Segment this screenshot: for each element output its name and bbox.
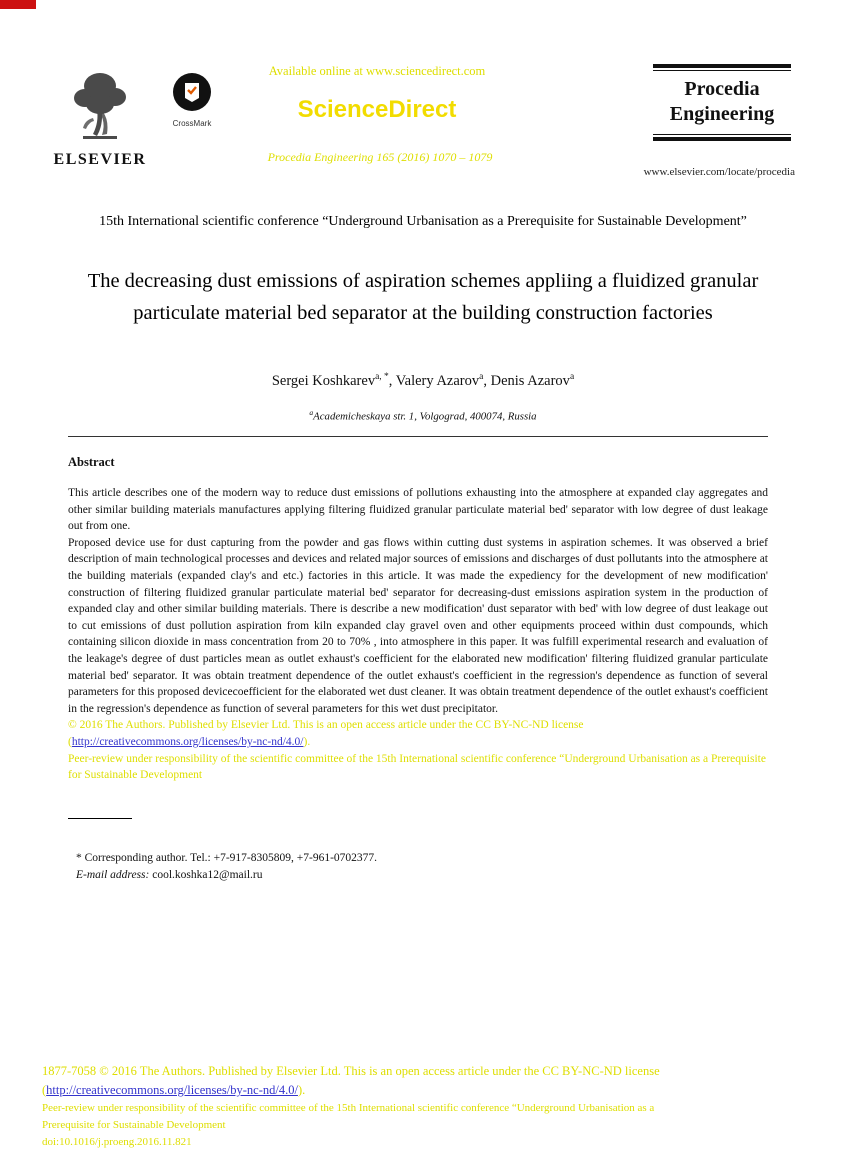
crossmark-label: CrossMark xyxy=(172,119,212,128)
masthead-rule-top-thick xyxy=(653,64,791,68)
email-label: E-mail address: xyxy=(76,869,150,881)
author-affiliation-marker: a xyxy=(569,372,575,382)
license-link[interactable]: http://creativecommons.org/licenses/by-nc-nd/4.0/ xyxy=(71,735,304,748)
license-link-line xyxy=(68,734,768,751)
abstract-paragraph-2: Proposed device use for dust capturing from the powder and gas flows within cutting dust systems in aspiration schemes. It was observed a brief description of main technological processes and devices and related major sources of emissions and discharges of dust pollutants into the atmosphere at the building materials (expanded clay's and etc.) factories in this article. It was made the expediency for the development of new modification' construction of filtering fluidized granular particulate material bed' separator for decreasing-dust emissions aspiration system in the production of expanded clay and other similar building materials. There is describe a new modification' dust separator with bed' with low degree of dust leakage out to cut emissions of dust pollution aspiration from kiln expanded clay gravel oven and other equipments proceed within dust compounds, which containing silicon dioxide in mass concentration from 20 to 70% , into atmosphere in this paper. It was fulfill experimental research and evaluation of the leakage's degree of dust particles mean as outlet exhaust's coefficient for the elaborated new modification' filtering fluidized granular particulate material bed' separator. It was obtain treatment dependence of the outlet exhaust's coefficient in the regression's dependence as function of several parameters for this proposed devicecoefficient for the elaborated wet dust cleaner. It was obtain treatment dependence of the outlet exhaust's coefficient in the regression's dependence as function of several parameters for this wet dust precipitator. xyxy=(68,536,768,715)
top-left-red-mark xyxy=(0,0,36,9)
issn-copyright-line: 1877-7058 © 2016 The Authors. Published by Elsevier Ltd. This is an open access article under the CC BY-NC-ND license xyxy=(42,1064,660,1078)
crossmark-badge[interactable] xyxy=(166,72,218,128)
masthead-rule-bottom-thick xyxy=(653,137,791,141)
abstract-heading: Abstract xyxy=(68,455,115,469)
masthead-rule-bottom-thin xyxy=(653,134,791,135)
journal-name xyxy=(653,71,791,134)
header-divider-rule xyxy=(68,436,768,437)
elsevier-logo xyxy=(52,66,148,169)
corresponding-author-note: * Corresponding author. Tel.: +7-917-8305809, +7-961-0702377. xyxy=(76,852,378,864)
footer-license-link-line xyxy=(42,1081,802,1100)
author-affiliation-marker: a, * xyxy=(375,372,389,382)
author-name: Denis Azarov xyxy=(490,372,570,389)
author-separator: , xyxy=(388,372,396,389)
journal-url[interactable]: www.elsevier.com/locate/procedia xyxy=(643,166,795,178)
author-affiliation-marker: a xyxy=(479,372,484,382)
paper-title: The decreasing dust emissions of aspiration schemes appliing a fluidized granular particulate material bed separator at the building construction factories xyxy=(87,270,759,324)
header-center xyxy=(232,64,522,124)
email-line xyxy=(76,867,716,884)
author-name: Sergei Koshkarev xyxy=(271,372,376,389)
footer-license-link[interactable]: http://creativecommons.org/licenses/by-nc-nd/4.0/ xyxy=(46,1083,298,1097)
footer-link-suffix: ). xyxy=(297,1083,306,1097)
elsevier-tree-icon xyxy=(63,131,137,148)
abstract-paragraph-1: This article describes one of the modern way to reduce dust emissions of pollutions exhausting into the atmosphere at expanded clay aggregates and other similar building materials manufactures applying filtering fluidized granular particulate material bed' separator with low degree of dust leakage out from one. xyxy=(68,487,768,533)
affiliation-text: Academicheskaya str. 1, Volgograd, 400074, Russia xyxy=(313,410,537,423)
license-link-prefix: ( xyxy=(68,735,72,748)
available-online-text: Available online at www.sciencedirect.com xyxy=(268,64,486,78)
crossmark-icon xyxy=(172,99,212,116)
footer-peer-review-line1: Peer-review under responsibility of the scientific committee of the 15th International scientific conference “Underground Urbanisation as a xyxy=(42,1102,655,1114)
doi-line: doi:10.1016/j.proeng.2016.11.821 xyxy=(42,1136,192,1148)
author-separator: , xyxy=(483,372,491,389)
affiliation-line xyxy=(73,408,773,423)
author-name: Valery Azarov xyxy=(395,372,480,389)
license-line: © 2016 The Authors. Published by Elsevier Ltd. This is an open access article under the CC BY-NC-ND license xyxy=(68,719,584,732)
footnote-separator-rule xyxy=(68,818,132,819)
footer-block xyxy=(42,1062,802,1151)
journal-name-line2: Engineering xyxy=(669,103,775,125)
footer-peer-review-line2: Prerequisite for Sustainable Development xyxy=(42,1119,226,1131)
license-link-suffix: ). xyxy=(303,735,311,748)
authors-line xyxy=(73,372,773,390)
conference-title: 15th International scientific conference “Underground Urbanisation as a Prerequisite for Sustainable Development” xyxy=(99,214,747,229)
footer-link-prefix: ( xyxy=(42,1083,47,1097)
affiliation-marker: a xyxy=(309,408,314,417)
journal-citation: Procedia Engineering 165 (2016) 1070 – 1079 xyxy=(267,150,493,164)
journal-masthead xyxy=(653,64,791,141)
peer-review-line: Peer-review under responsibility of the scientific committee of the 15th International scientific conference “Underground Urbanisation as a Prerequisite for Sustainable Development xyxy=(68,752,766,782)
abstract-body xyxy=(68,485,768,784)
journal-name-line1: Procedia xyxy=(684,78,760,100)
footnote-block xyxy=(76,850,716,884)
email-address: cool.koshka12@mail.ru xyxy=(149,869,263,881)
sciencedirect-logo[interactable]: ScienceDirect xyxy=(297,96,457,123)
elsevier-wordmark: ELSEVIER xyxy=(53,151,147,168)
